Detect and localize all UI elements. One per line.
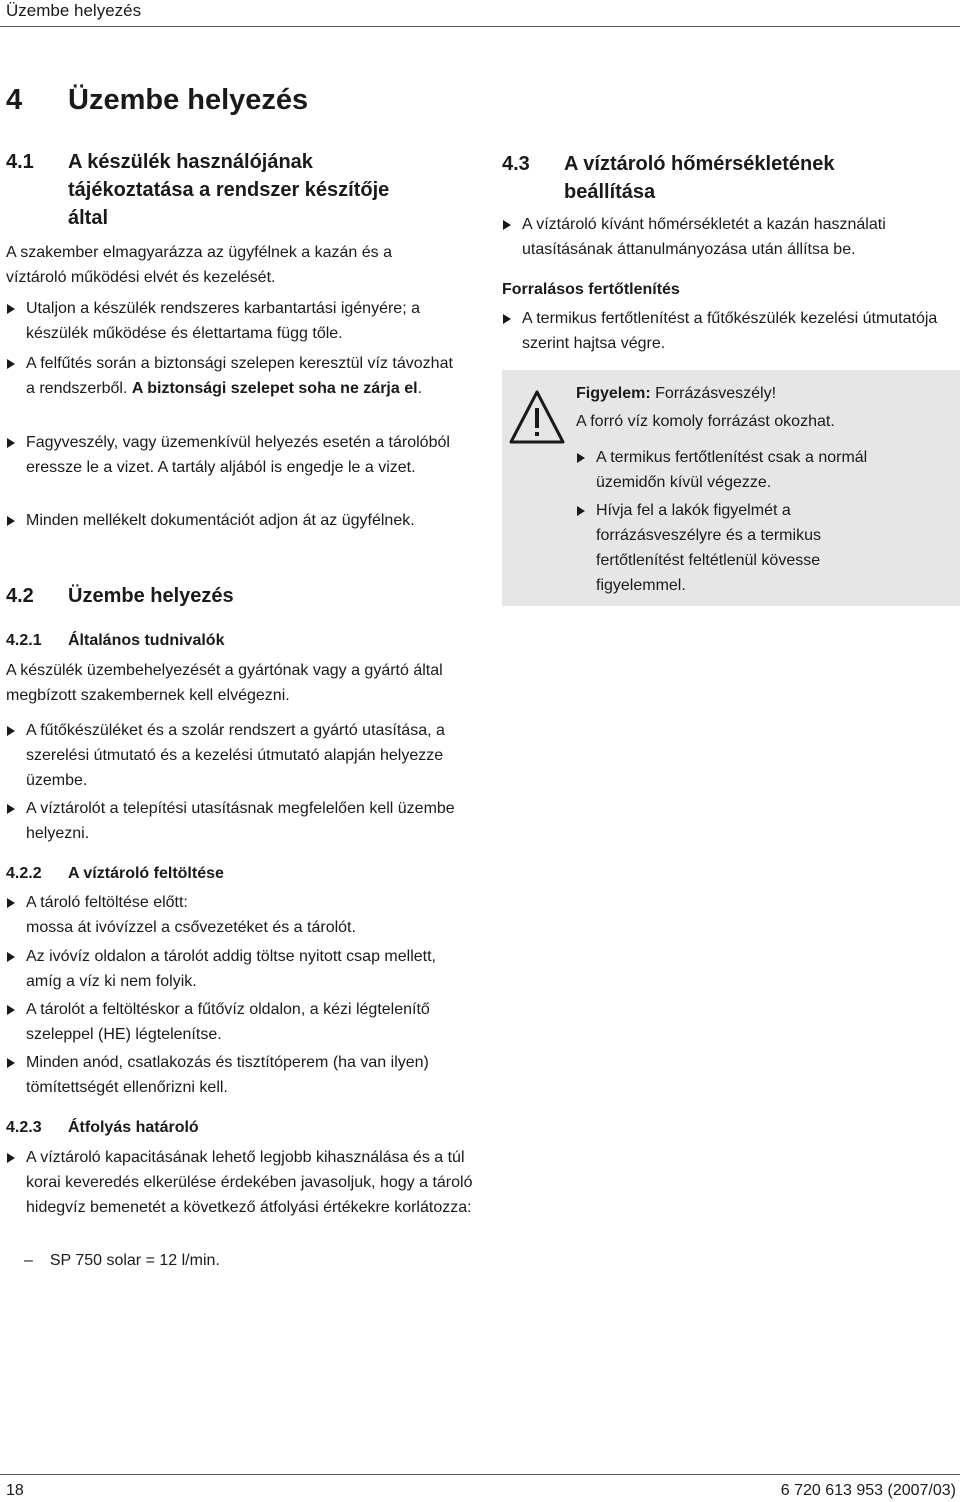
chapter-title-text: Üzembe helyezés <box>68 84 309 116</box>
warning-text: A forró víz komoly forrázást okozhat. <box>576 413 835 430</box>
section-4-2-1-intro: A készülék üzembehelyezését a gyártónak vagy a gyártó által megbízott szakembernek kell elvégezni. <box>6 662 443 704</box>
section-4-1-bullet-1 <box>6 296 466 346</box>
section-4-3-heading <box>502 150 952 206</box>
section-4-3-bullet <box>502 212 952 262</box>
section-4-2-heading <box>6 582 234 610</box>
bullet-arrow-icon <box>7 1005 15 1015</box>
section-4-3-title-line-1: A víztároló hőmérsékletének <box>564 153 835 175</box>
section-4-2-3-dash-item <box>24 1248 220 1273</box>
warning-bullet-2 <box>576 498 876 598</box>
bullet-text: Az ivóvíz oldalon a tárolót addig töltse nyitott csap mellett, amíg a víz ki nem folyik. <box>26 948 436 990</box>
section-4-2-2-bullet-4 <box>6 1050 456 1100</box>
header-divider <box>0 26 960 27</box>
section-4-2-1-bullet-2 <box>6 796 476 846</box>
dash-marker: – <box>24 1252 33 1269</box>
bullet-arrow-icon <box>577 506 585 516</box>
document-number: 6 720 613 953 (2007/03) <box>780 1482 956 1499</box>
warning-title: Forrázásveszély! <box>650 385 777 402</box>
running-header: Üzembe helyezés <box>6 1 142 20</box>
dash-item-text: SP 750 solar = 12 l/min. <box>49 1252 220 1269</box>
bullet-arrow-icon <box>7 1058 15 1068</box>
bullet-text-emphasis: A biztonsági szelepet soha ne zárja el <box>131 380 418 397</box>
bullet-arrow-icon <box>577 453 585 463</box>
section-4-3-title-line-2: beállítása <box>564 181 656 203</box>
bullet-arrow-icon <box>7 898 15 908</box>
section-4-1-intro: A szakember elmagyarázza az ügyfélnek a kazán és a víztároló működési elvét és kezelését. <box>6 244 392 286</box>
bullet-arrow-icon <box>7 726 15 736</box>
section-4-1-number: 4.1 <box>6 151 34 173</box>
bullet-arrow-icon <box>7 1153 15 1163</box>
bullet-text: A víztároló kívánt hőmérsékletét a kazán használati utasításának áttanulmányozása után állítsa be. <box>522 216 886 258</box>
bullet-text: A víztárolót a telepítési utasításnak megfelelően kell üzembe helyezni. <box>26 800 455 842</box>
section-4-2-1-bullet-1 <box>6 718 466 793</box>
section-4-2-2-bullet-3 <box>6 997 456 1047</box>
bullet-text: A tárolót a feltöltéskor a fűtővíz oldalon, a kézi légtelenítő szeleppel (HE) légtelenítse. <box>26 1001 430 1043</box>
bullet-text: Minden anód, csatlakozás és tisztítóperem (ha van ilyen) tömítettségét ellenőrizni kell. <box>26 1054 429 1096</box>
section-4-2-2-bullet-2 <box>6 944 456 994</box>
section-4-1-bullet-2 <box>6 351 466 401</box>
chapter-number: 4 <box>6 84 23 116</box>
section-4-2-1-number: 4.2.1 <box>6 632 42 649</box>
section-4-1-title-line-1: A készülék használójának <box>68 151 313 173</box>
bullet-text: A víztároló kapacitásának lehető legjobb kihasználása és a túl korai keveredés elkerülése érdekében javasoljuk, hogy a tároló hidegvíz bemenetét a következő átfolyási értékekre korlátozza: <box>26 1149 473 1216</box>
section-4-1-title-line-3: által <box>68 207 109 229</box>
bullet-text-line-2: mossa át ivóvízzel a csővezetéket és a tárolót. <box>26 919 356 936</box>
bullet-text: Hívja fel a lakók figyelmét a forrázásveszélyre és a termikus fertőtlenítést feltétlenül kövesse figyelemmel. <box>596 502 821 594</box>
bullet-arrow-icon <box>7 438 15 448</box>
section-4-2-3-number: 4.2.3 <box>6 1119 42 1136</box>
section-4-2-number: 4.2 <box>6 585 34 607</box>
warning-heading <box>576 381 946 406</box>
footer-divider <box>0 1474 960 1475</box>
bullet-text-line-1: A tároló feltöltése előtt: <box>26 894 188 911</box>
bullet-arrow-icon <box>503 314 511 324</box>
section-4-2-1-heading <box>6 630 224 652</box>
warning-box <box>502 370 960 606</box>
section-4-2-2-title: A víztároló feltöltése <box>68 865 224 882</box>
bullet-text: A termikus fertőtlenítést a fűtőkészülék kezelési útmutatója szerint hajtsa végre. <box>522 310 938 352</box>
warning-label: Figyelem: <box>576 385 651 402</box>
bullet-arrow-icon <box>7 804 15 814</box>
section-4-1-title-line-2: tájékoztatása a rendszer készítője <box>68 179 390 201</box>
section-4-2-1-title: Általános tudnivalók <box>68 632 225 649</box>
page-number: 18 <box>6 1482 24 1499</box>
bullet-arrow-icon <box>503 220 511 230</box>
warning-triangle-icon <box>508 388 566 446</box>
section-4-2-2-bullet-1 <box>6 890 476 940</box>
section-4-2-2-heading <box>6 863 224 885</box>
section-4-3-bullet-2 <box>502 306 942 356</box>
warning-bullet-1 <box>576 445 896 495</box>
section-4-1-bullet-4 <box>6 508 426 533</box>
section-4-2-2-number: 4.2.2 <box>6 865 42 882</box>
bullet-text: Utaljon a készülék rendszeres karbantartási igényére; a készülék működése és élettartama függ tőle. <box>26 300 420 342</box>
section-4-1-heading <box>6 148 466 232</box>
section-4-2-3-heading <box>6 1117 199 1139</box>
bullet-arrow-icon <box>7 952 15 962</box>
section-4-1-bullet-3 <box>6 430 466 480</box>
section-4-3-subheading: Forralásos fertőtlenítés <box>502 281 680 298</box>
bullet-text-end: . <box>417 380 423 397</box>
section-4-2-title: Üzembe helyezés <box>68 585 234 607</box>
bullet-text: Minden mellékelt dokumentációt adjon át az ügyfélnek. <box>26 512 415 529</box>
bullet-text: A termikus fertőtlenítést csak a normál üzemidőn kívül végezze. <box>596 449 868 491</box>
section-4-2-3-bullet <box>6 1145 476 1220</box>
section-4-2-3-title: Átfolyás határoló <box>68 1119 199 1136</box>
bullet-arrow-icon <box>7 516 15 526</box>
bullet-text: A felfűtés során a biztonsági szelepen keresztül víz távozhat a rendszerből. <box>26 355 453 397</box>
bullet-text: Fagyveszély, vagy üzemenkívül helyezés esetén a tárolóból eressze le a vizet. A tartály aljából is engedje le a vizet. <box>26 434 450 476</box>
bullet-arrow-icon <box>7 359 15 369</box>
bullet-arrow-icon <box>7 304 15 314</box>
section-4-3-number: 4.3 <box>502 153 530 175</box>
bullet-text: A fűtőkészüléket és a szolár rendszert a gyártó utasítása, a szerelési útmutató és a kezelési útmutató alapján helyezze üzembe. <box>26 722 445 789</box>
chapter-title <box>6 82 308 118</box>
